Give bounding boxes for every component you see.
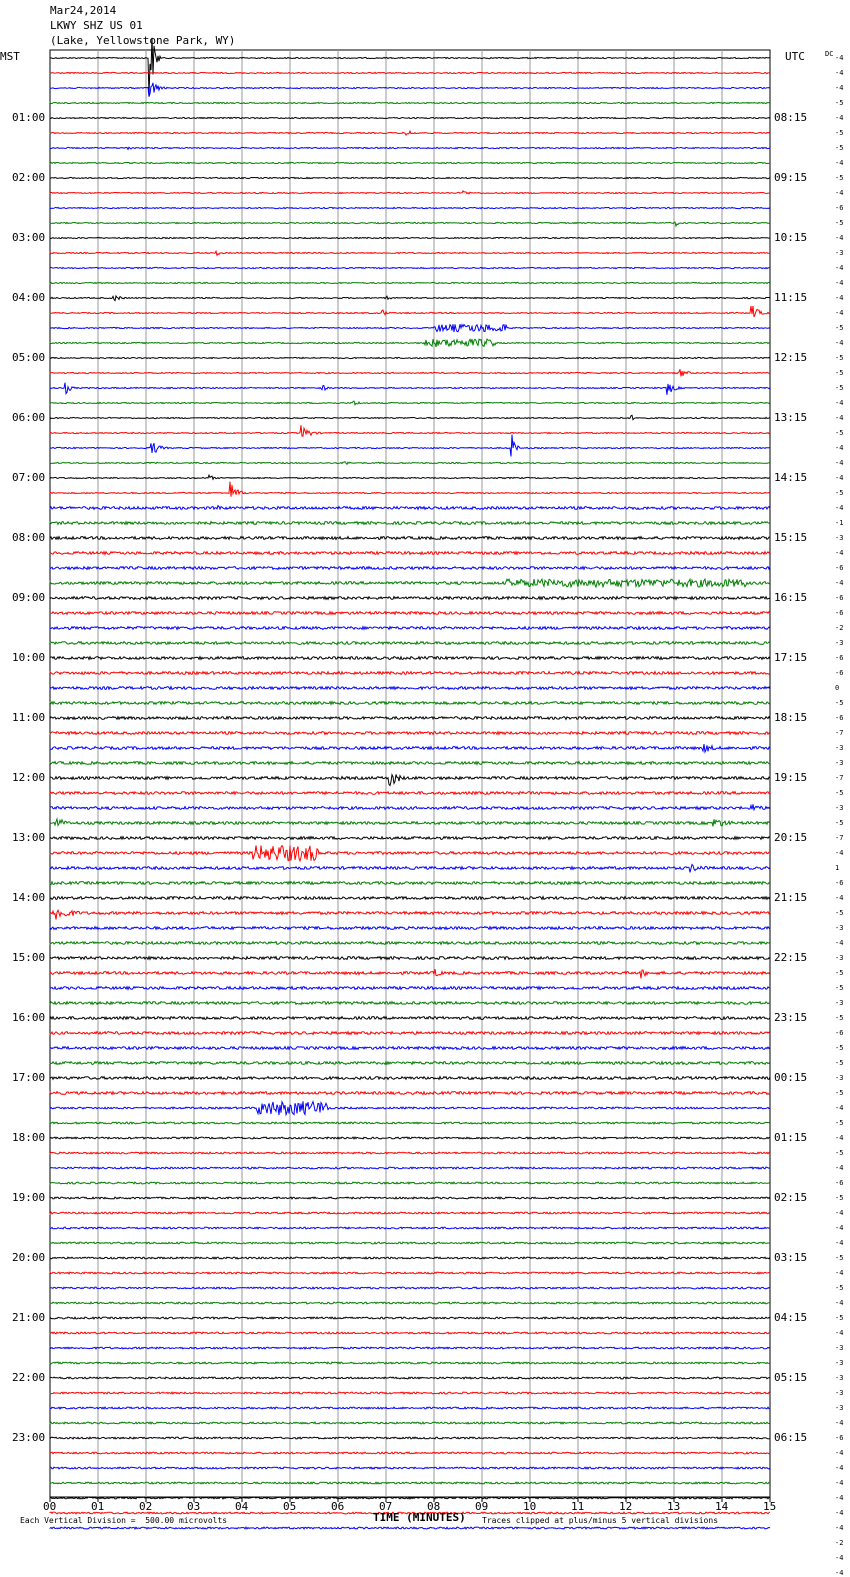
- trace-row: [50, 83, 770, 97]
- trace-row: [50, 1101, 770, 1115]
- dc-offset-label: 1: [835, 864, 840, 872]
- left-hour-label: 23:00: [12, 1431, 46, 1444]
- dc-offset-label: -4: [835, 1239, 844, 1247]
- dc-offset-label: -4: [835, 1494, 844, 1502]
- right-hour-label: 15:15: [774, 531, 808, 544]
- right-hour-label: 12:15: [774, 351, 808, 364]
- dc-offset-label: -4: [835, 339, 844, 347]
- dc-offset-label: -4: [835, 54, 844, 62]
- dc-offset-label: -5: [835, 1149, 844, 1157]
- dc-offset-label: -4: [835, 1269, 844, 1277]
- dc-offset-label: -5: [835, 384, 844, 392]
- right-hour-label: 05:15: [774, 1371, 808, 1384]
- dc-offset-label: -4: [835, 114, 844, 122]
- trace-row: [50, 1347, 770, 1349]
- right-hour-label: 21:15: [774, 891, 808, 904]
- trace-row: [50, 1287, 770, 1289]
- trace-row: [50, 819, 770, 826]
- trace-row: [50, 845, 770, 861]
- dc-offset-label: -4: [835, 1479, 844, 1487]
- dc-offset-label: -6: [835, 594, 844, 602]
- trace-row: [50, 1257, 770, 1259]
- left-hour-label: 12:00: [12, 771, 46, 784]
- dc-offset-label: -4: [835, 1569, 844, 1577]
- trace-row: [50, 282, 770, 283]
- trace-row: [50, 1362, 770, 1364]
- x-tick-label: 07: [379, 1500, 393, 1513]
- trace-row: [50, 369, 770, 376]
- trace-row: [50, 910, 770, 919]
- dc-offset-label: -4: [835, 1209, 844, 1217]
- left-hour-label: 20:00: [12, 1251, 46, 1264]
- right-hour-label: 01:15: [774, 1131, 808, 1144]
- dc-offset-label: -5: [835, 354, 844, 362]
- trace-row: [50, 102, 770, 103]
- trace-row: [50, 927, 770, 930]
- x-tick-label: 06: [331, 1500, 345, 1513]
- dc-offset-label: -4: [835, 159, 844, 167]
- trace-row: [50, 732, 770, 735]
- dc-offset-label: -4: [835, 444, 844, 452]
- left-hour-label: 08:00: [12, 531, 46, 544]
- dc-offset-label: -5: [835, 174, 844, 182]
- dc-offset-label: -4: [835, 1329, 844, 1337]
- right-hour-label: 04:15: [774, 1311, 808, 1324]
- right-hour-label: 16:15: [774, 591, 808, 604]
- left-hour-label: 17:00: [12, 1071, 46, 1084]
- x-tick-label: 12: [619, 1500, 633, 1513]
- trace-row: [50, 1407, 770, 1409]
- left-hour-label: 01:00: [12, 111, 46, 124]
- trace-row: [50, 702, 770, 705]
- left-hour-label: 02:00: [12, 171, 46, 184]
- dc-offset-label: -4: [835, 474, 844, 482]
- dc-offset-label: -4: [835, 1134, 844, 1142]
- trace-row: [50, 357, 770, 358]
- x-axis-title: TIME (MINUTES): [373, 1511, 466, 1524]
- dc-offset-label: -4: [835, 234, 844, 242]
- trace-row: [50, 1152, 770, 1154]
- left-hour-label: 09:00: [12, 591, 46, 604]
- trace-row: [50, 1482, 770, 1484]
- x-tick-label: 04: [235, 1500, 249, 1513]
- trace-row: [50, 1212, 770, 1214]
- trace-row: [50, 425, 770, 436]
- dc-offset-label: -5: [835, 1044, 844, 1052]
- trace-row: [50, 462, 770, 465]
- dc-offset-label: -4: [835, 279, 844, 287]
- right-hour-label: 02:15: [774, 1191, 808, 1204]
- dc-offset-label: -6: [835, 609, 844, 617]
- dc-offset-label: -2: [835, 1539, 844, 1547]
- right-hour-label: 10:15: [774, 231, 808, 244]
- trace-row: [50, 1422, 770, 1424]
- trace-row: [50, 1167, 770, 1169]
- left-hour-label: 16:00: [12, 1011, 46, 1024]
- dc-offset-label: -4: [835, 294, 844, 302]
- dc-offset-label: -5: [835, 969, 844, 977]
- dc-offset-label: -6: [835, 1029, 844, 1037]
- dc-offset-label: -5: [835, 1284, 844, 1292]
- dc-offset-label: -3: [835, 1404, 844, 1412]
- dc-offset-label: -5: [835, 819, 844, 827]
- trace-row: [50, 897, 770, 900]
- dc-offset-label: -5: [835, 324, 844, 332]
- dc-offset-label: -5: [835, 699, 844, 707]
- dc-offset-label: -3: [835, 999, 844, 1007]
- trace-row: [50, 1122, 770, 1124]
- dc-offset-label: -3: [835, 1074, 844, 1082]
- dc-offset-label: -5: [835, 369, 844, 377]
- trace-row: [50, 1197, 770, 1199]
- trace-row: [50, 672, 770, 675]
- dc-offset-label: -4: [835, 1224, 844, 1232]
- trace-row: [50, 864, 770, 872]
- trace-row: [50, 1092, 770, 1095]
- trace-row: [50, 162, 770, 163]
- left-hour-label: 10:00: [12, 651, 46, 664]
- trace-row: [50, 1032, 770, 1035]
- trace-row: [50, 1017, 770, 1020]
- dc-offset-label: -3: [835, 744, 844, 752]
- x-tick-label: 08: [427, 1500, 441, 1513]
- dc-offset-label: -5: [835, 1089, 844, 1097]
- left-hour-label: 19:00: [12, 1191, 46, 1204]
- trace-row: [50, 567, 770, 570]
- trace-row: [50, 324, 770, 332]
- trace-row: [50, 717, 770, 720]
- trace-row: [50, 744, 770, 752]
- trace-row: [50, 1062, 770, 1065]
- trace-row: [50, 482, 770, 497]
- right-hour-label: 09:15: [774, 171, 808, 184]
- x-tick-label: 11: [571, 1500, 585, 1513]
- dc-offset-label: -4: [835, 264, 844, 272]
- trace-row: [50, 1077, 770, 1080]
- trace-row: [50, 1242, 770, 1244]
- right-hour-label: 13:15: [774, 411, 808, 424]
- trace-row: [50, 435, 770, 457]
- left-hour-label: 03:00: [12, 231, 46, 244]
- trace-row: [50, 522, 770, 525]
- dc-offset-label: -4: [835, 894, 844, 902]
- trace-row: [50, 1002, 770, 1005]
- dc-offset-label: -4: [835, 939, 844, 947]
- dc-offset-label: -6: [835, 669, 844, 677]
- right-timezone-label: UTC: [785, 50, 805, 63]
- trace-row: [50, 774, 770, 785]
- dc-offset-label: -4: [835, 549, 844, 557]
- right-hour-label: 14:15: [774, 471, 808, 484]
- trace-row: [50, 296, 770, 301]
- left-hour-label: 22:00: [12, 1371, 46, 1384]
- dc-offset-label: -3: [835, 804, 844, 812]
- dc-offset-label: -3: [835, 1389, 844, 1397]
- right-hour-label: 06:15: [774, 1431, 808, 1444]
- right-hour-label: 08:15: [774, 111, 808, 124]
- header-date: Mar24,2014: [50, 4, 117, 17]
- dc-offset-label: -6: [835, 204, 844, 212]
- trace-row: [50, 131, 770, 135]
- trace-row: [50, 957, 770, 960]
- dc-offset-label: -3: [835, 639, 844, 647]
- trace-row: [50, 537, 770, 540]
- trace-row: [50, 207, 770, 208]
- trace-row: [50, 191, 770, 194]
- dc-offset-label: -4: [835, 504, 844, 512]
- trace-row: [50, 506, 770, 510]
- dc-offset-label: -7: [835, 834, 844, 842]
- dc-offset-label: -4: [835, 1299, 844, 1307]
- trace-row: [50, 415, 770, 419]
- dc-offset-label: -5: [835, 99, 844, 107]
- dc-offset-label: -5: [835, 489, 844, 497]
- plot-frame: [50, 50, 770, 1497]
- trace-row: [50, 1452, 770, 1454]
- dc-offset-label: -4: [835, 1509, 844, 1517]
- right-hour-label: 11:15: [774, 291, 808, 304]
- dc-offset-label: -4: [835, 459, 844, 467]
- trace-row: [50, 401, 770, 405]
- dc-offset-label: -3: [835, 1374, 844, 1382]
- dc-offset-label: -5: [835, 789, 844, 797]
- trace-row: [50, 1392, 770, 1394]
- x-tick-label: 02: [139, 1500, 153, 1513]
- dc-offset-label: -3: [835, 759, 844, 767]
- trace-row: [50, 222, 770, 226]
- trace-row: [50, 475, 770, 479]
- dc-offset-label: -3: [835, 1344, 844, 1352]
- right-hour-label: 22:15: [774, 951, 808, 964]
- left-hour-label: 21:00: [12, 1311, 46, 1324]
- dc-offset-label: -4: [835, 1464, 844, 1472]
- dc-offset-label: -5: [835, 1194, 844, 1202]
- dc-offset-label: -4: [835, 579, 844, 587]
- right-hour-label: 00:15: [774, 1071, 808, 1084]
- dc-offset-label: -5: [835, 1314, 844, 1322]
- x-tick-label: 05: [283, 1500, 297, 1513]
- trace-row: [50, 882, 770, 885]
- x-tick-label: 09: [475, 1500, 489, 1513]
- x-tick-label: 15: [763, 1500, 777, 1513]
- trace-row: [50, 1437, 770, 1439]
- dc-offset-label: -4: [835, 1419, 844, 1427]
- trace-row: [50, 762, 770, 765]
- left-timezone-label: MST: [0, 50, 20, 63]
- dc-offset-label: -5: [835, 129, 844, 137]
- dc-offset-label: -1: [835, 519, 844, 527]
- trace-row: [50, 612, 770, 615]
- trace-row: [50, 552, 770, 555]
- trace-row: [50, 804, 770, 810]
- trace-row: [50, 1302, 770, 1304]
- x-tick-label: 01: [91, 1500, 105, 1513]
- left-hour-label: 13:00: [12, 831, 46, 844]
- right-hour-label: 17:15: [774, 651, 808, 664]
- dc-offset-label: -5: [835, 1119, 844, 1127]
- trace-row: [50, 306, 770, 317]
- dc-offset-label: -4: [835, 1449, 844, 1457]
- dc-offset-label: -3: [835, 249, 844, 257]
- left-hour-label: 05:00: [12, 351, 46, 364]
- left-hour-label: 06:00: [12, 411, 46, 424]
- dc-offset-label: -4: [835, 1104, 844, 1112]
- trace-row: [50, 642, 770, 645]
- dc-offset-label: 0: [835, 684, 840, 692]
- x-tick-label: 14: [715, 1500, 729, 1513]
- dc-offset-label: -6: [835, 564, 844, 572]
- dc-offset-label: -4: [835, 414, 844, 422]
- dc-offset-label: -6: [835, 1434, 844, 1442]
- dc-offset-label: -5: [835, 429, 844, 437]
- trace-row: [50, 117, 770, 118]
- trace-row: [50, 1527, 770, 1529]
- trace-row: [50, 942, 770, 945]
- dc-offset-label: -4: [835, 849, 844, 857]
- x-tick-label: 00: [43, 1500, 57, 1513]
- dc-offset-label: -4: [835, 1524, 844, 1532]
- dc-offset-label: -3: [835, 534, 844, 542]
- dc-offset-label: -3: [835, 1359, 844, 1367]
- right-hour-label: 23:15: [774, 1011, 808, 1024]
- dc-offset-label: -2: [835, 624, 844, 632]
- right-hour-label: 03:15: [774, 1251, 808, 1264]
- right-hour-label: 20:15: [774, 831, 808, 844]
- dc-offset-label: -6: [835, 654, 844, 662]
- dc-offset-label: -4: [835, 189, 844, 197]
- trace-row: [50, 837, 770, 840]
- footer-clip: Traces clipped at plus/minus 5 vertical divisions: [482, 1516, 719, 1525]
- trace-row: [50, 1467, 770, 1469]
- trace-row: [50, 251, 770, 255]
- dc-offset-label: -4: [835, 84, 844, 92]
- dc-offset-label: -5: [835, 909, 844, 917]
- dc-offset-label: -5: [835, 1059, 844, 1067]
- dc-offset-label: -5: [835, 1254, 844, 1262]
- x-tick-label: 03: [187, 1500, 201, 1513]
- trace-row: [50, 1272, 770, 1274]
- dc-offset-label: -6: [835, 1179, 844, 1187]
- left-hour-label: 11:00: [12, 711, 46, 724]
- trace-row: [50, 72, 770, 73]
- trace-row: [50, 1332, 770, 1334]
- trace-row: [50, 969, 770, 978]
- trace-row: [50, 987, 770, 990]
- trace-row: [50, 1047, 770, 1050]
- left-hour-label: 15:00: [12, 951, 46, 964]
- right-hour-label: 18:15: [774, 711, 808, 724]
- trace-row: [50, 597, 770, 600]
- footer-scale: Each Vertical Division = 500.00 microvolts: [20, 1516, 228, 1525]
- trace-row: [50, 1227, 770, 1229]
- x-tick-label: 13: [667, 1500, 681, 1513]
- dc-offset-label: -4: [835, 399, 844, 407]
- trace-row: [50, 237, 770, 238]
- left-hour-label: 14:00: [12, 891, 46, 904]
- trace-row: [50, 267, 770, 268]
- dc-offset-label: -3: [835, 954, 844, 962]
- left-hour-label: 18:00: [12, 1131, 46, 1144]
- dc-offset-label: -5: [835, 984, 844, 992]
- dc-offset-label: -6: [835, 879, 844, 887]
- trace-row: [50, 1317, 770, 1319]
- trace-row: [50, 339, 770, 347]
- dc-label: DC: [825, 50, 834, 58]
- trace-row: [50, 792, 770, 795]
- dc-offset-label: -6: [835, 714, 844, 722]
- dc-offset-label: -5: [835, 144, 844, 152]
- dc-offset-label: -4: [835, 309, 844, 317]
- dc-offset-label: -5: [835, 1014, 844, 1022]
- trace-row: [50, 1182, 770, 1184]
- dc-offset-label: -4: [835, 1164, 844, 1172]
- dc-offset-label: -3: [835, 924, 844, 932]
- dc-offset-label: -4: [835, 1554, 844, 1562]
- x-tick-label: 10: [523, 1500, 537, 1513]
- dc-offset-label: -4: [835, 69, 844, 77]
- trace-row: [50, 657, 770, 660]
- trace-row: [50, 1137, 770, 1139]
- dc-offset-label: -5: [835, 219, 844, 227]
- right-hour-label: 19:15: [774, 771, 808, 784]
- trace-row: [50, 383, 770, 395]
- trace-row: [50, 177, 770, 178]
- left-hour-label: 07:00: [12, 471, 46, 484]
- header-station: LKWY SHZ US 01: [50, 19, 143, 32]
- dc-offset-label: -7: [835, 774, 844, 782]
- trace-row: [50, 1377, 770, 1379]
- dc-offset-label: -7: [835, 729, 844, 737]
- trace-row: [50, 627, 770, 630]
- left-hour-label: 04:00: [12, 291, 46, 304]
- header-location: (Lake, Yellowstone Park, WY): [50, 34, 236, 47]
- trace-row: [50, 687, 770, 690]
- trace-row: [50, 579, 770, 587]
- trace-row: [50, 147, 770, 149]
